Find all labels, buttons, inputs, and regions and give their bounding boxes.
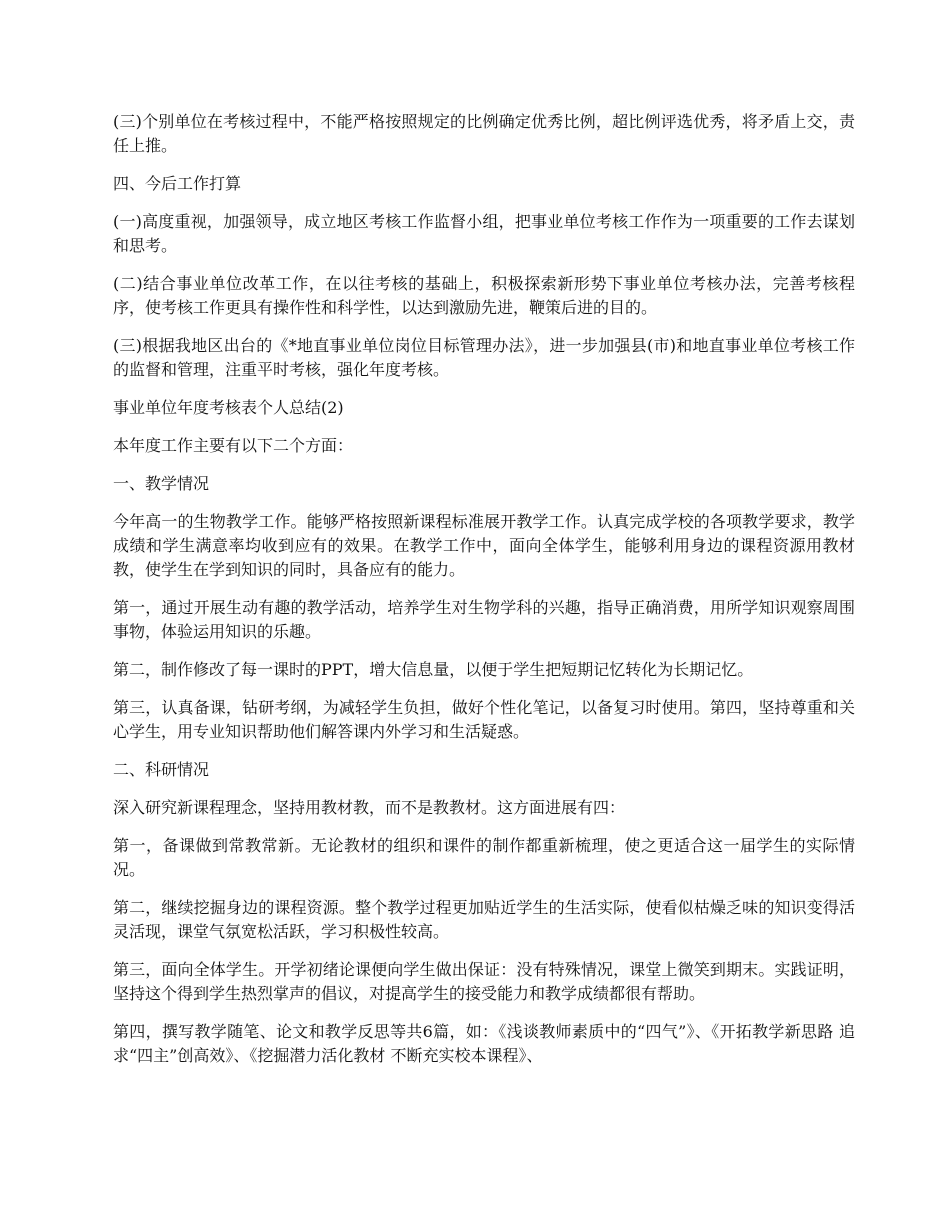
paragraph-intro: 本年度工作主要有以下二个方面：: [113, 436, 354, 455]
paragraph-research-3: 第三，面向全体学生。开学初绪论课便向学生做出保证：没有特殊情况，课堂上微笑到期末。实践证明，坚持这个得到学生热烈掌声的倡议，对提高学生的接受能力和教学成绩都很有帮助。: [113, 960, 855, 1003]
paragraph-teaching-overview: 今年高一的生物教学工作。能够严格按照新课程标准展开教学工作。认真完成学校的各项教学要求，教学成绩和学生满意率均收到应有的效果。在教学工作中，面向全体学生，能够利用身边的课程资源用教材教，使学生在学到知识的同时，具备应有的能力。: [113, 512, 855, 579]
paragraph-plan-1: (一)高度重视，加强领导，成立地区考核工作监督小组，把事业单位考核工作作为一项重要的工作去谋划和思考。: [113, 212, 855, 255]
document-page: [113, 110, 855, 1082]
paragraph-plan-2: (二)结合事业单位改革工作，在以往考核的基础上，积极探索新形势下事业单位考核办法，完善考核程序，使考核工作更具有操作性和科学性，以达到激励先进，鞭策后进的目的。: [113, 274, 855, 317]
section-heading-research: 二、科研情况: [113, 760, 210, 779]
paragraph-teaching-1: 第一，通过开展生动有趣的教学活动，培养学生对生物学科的兴趣，指导正确消费，用所学知识观察周围事物，体验运用知识的乐趣。: [113, 598, 855, 641]
paragraph-teaching-2: 第二，制作修改了每一课时的PPT，增大信息量，以便于学生把短期记忆转化为长期记忆。: [113, 660, 754, 679]
paragraph-research-overview: 深入研究新课程理念，坚持用教材教，而不是教教材。这方面进展有四：: [113, 798, 626, 817]
section-heading-teaching: 一、教学情况: [113, 474, 210, 493]
section-title-summary-2: 事业单位年度考核表个人总结(2): [113, 398, 344, 417]
paragraph-research-4: 第四，撰写教学随笔、论文和教学反思等共6篇，如：《浅谈教师素质中的“四气”》、《开拓教学新思路 追求“四主”创高效》、《挖掘潜力活化教材 不断充实校本课程》、: [113, 1022, 855, 1065]
paragraph-research-2: 第二，继续挖掘身边的课程资源。整个教学过程更加贴近学生的生活实际，使看似枯燥乏味的知识变得活灵活现，课堂气氛宽松活跃，学习积极性较高。: [113, 898, 855, 941]
paragraph-teaching-3: 第三，认真备课，钻研考纲，为减轻学生负担，做好个性化笔记，以备复习时使用。第四，坚持尊重和关心学生，用专业知识帮助他们解答课内外学习和生活疑惑。: [113, 698, 855, 741]
paragraph-plan-3: (三)根据我地区出台的《*地直事业单位岗位目标管理办法》，进一步加强县(市)和地直事业单位考核工作的监督和管理，注重平时考核，强化年度考核。: [113, 336, 855, 379]
paragraph-problem-3: (三)个别单位在考核过程中，不能严格按照规定的比例确定优秀比例，超比例评选优秀，将矛盾上交，责任上推。: [113, 112, 855, 155]
paragraph-research-1: 第一，备课做到常教常新。无论教材的组织和课件的制作都重新梳理，使之更适合这一届学生的实际情况。: [113, 836, 855, 879]
section-heading-future-plans: 四、今后工作打算: [113, 174, 242, 193]
